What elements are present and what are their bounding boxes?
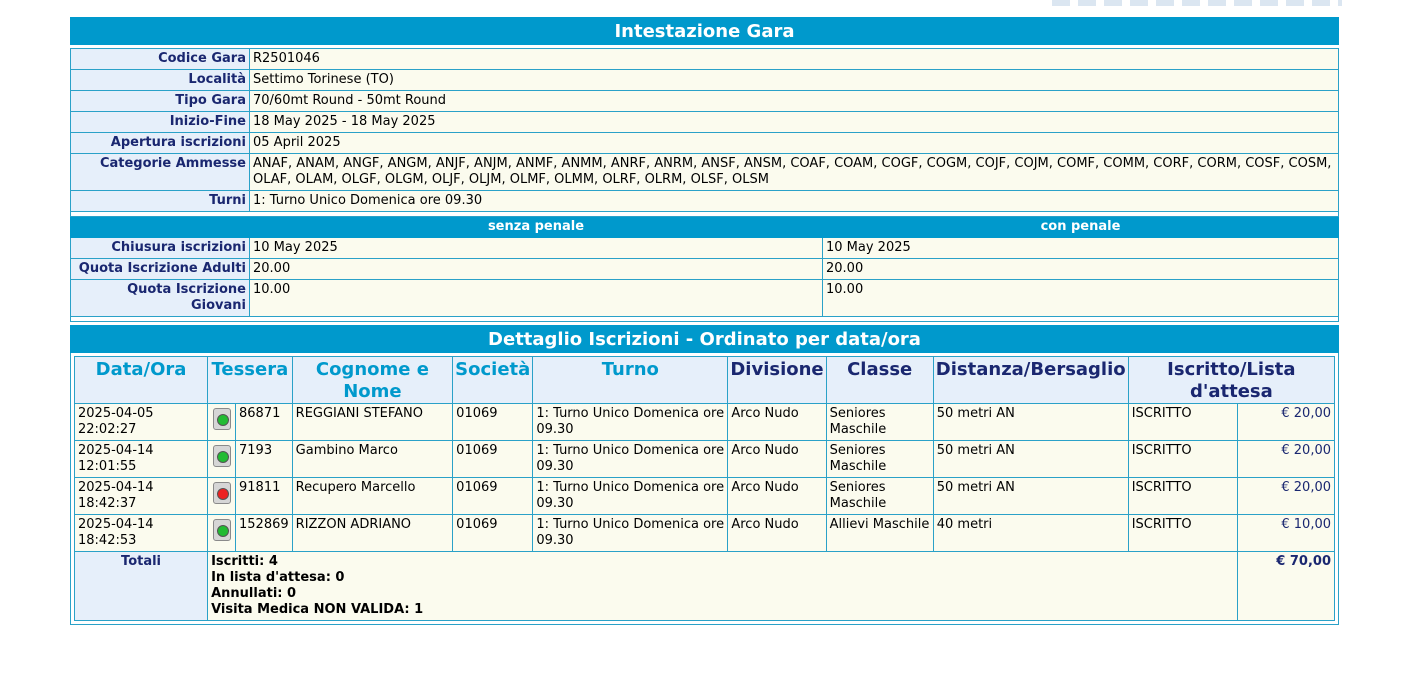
info-value: 70/60mt Round - 50mt Round bbox=[250, 91, 1339, 112]
info-label: Apertura iscrizioni bbox=[71, 133, 250, 154]
col-societa[interactable]: Società bbox=[453, 357, 533, 404]
penalty-senza-value: 10 May 2025 bbox=[250, 238, 823, 259]
cell-data-ora bbox=[75, 515, 208, 552]
penalty-row bbox=[71, 280, 1339, 317]
cell-tessera: 7193 bbox=[236, 441, 293, 478]
info-label: Località bbox=[71, 70, 250, 91]
info-row bbox=[71, 133, 1339, 154]
details-title: Dettaglio Iscrizioni - Ordinato per data/ora bbox=[70, 325, 1339, 353]
info-label: Categorie Ammesse bbox=[71, 154, 250, 191]
info-row bbox=[71, 49, 1339, 70]
cell-distanza: 50 metri AN bbox=[933, 478, 1128, 515]
cell-divisione: Arco Nudo bbox=[728, 404, 826, 441]
cell-nome: RIZZON ADRIANO bbox=[292, 515, 453, 552]
green-light-icon bbox=[213, 408, 231, 430]
cell-status-icon bbox=[208, 478, 236, 515]
cell-data-ora bbox=[75, 404, 208, 441]
info-label: Turni bbox=[71, 191, 250, 212]
col-divisione: Divisione bbox=[728, 357, 826, 404]
cell-quota: € 10,00 bbox=[1237, 515, 1334, 552]
table-row bbox=[75, 478, 1335, 515]
green-light-icon bbox=[213, 519, 231, 541]
green-light-icon bbox=[213, 445, 231, 467]
info-label: Codice Gara bbox=[71, 49, 250, 70]
cell-distanza: 40 metri bbox=[933, 515, 1128, 552]
col-tessera[interactable]: Tessera bbox=[208, 357, 293, 404]
info-value: 05 April 2025 bbox=[250, 133, 1339, 154]
cell-distanza: 50 metri AN bbox=[933, 404, 1128, 441]
date-text: 2025-04-05 bbox=[78, 406, 154, 421]
info-label: Inizio-Fine bbox=[71, 112, 250, 133]
info-value: ANAF, ANAM, ANGF, ANGM, ANJF, ANJM, ANMF, ANMM, ANRF, ANRM, ANSF, ANSM, COAF, COAM, COGF, COGM, COJF, COJM, COMF, COMM, CORF, CORM, COSF, COSM, OLAF, OLAM, OLGF, OLGM, OLJF, OLJM, OLMF, OLMM, OLRF, OLRM, OLSF, OLSM bbox=[250, 154, 1339, 191]
cell-status-icon bbox=[208, 515, 236, 552]
penalty-senza-value: 10.00 bbox=[250, 280, 823, 317]
col-turno[interactable]: Turno bbox=[533, 357, 728, 404]
cell-societa: 01069 bbox=[453, 441, 533, 478]
cell-tessera: 152869 bbox=[236, 515, 293, 552]
red-light-icon bbox=[213, 482, 231, 504]
penalty-senza-value: 20.00 bbox=[250, 259, 823, 280]
penalty-label: Chiusura iscrizioni bbox=[71, 238, 250, 259]
table-row bbox=[75, 515, 1335, 552]
info-label: Tipo Gara bbox=[71, 91, 250, 112]
cell-societa: 01069 bbox=[453, 478, 533, 515]
info-row bbox=[71, 70, 1339, 91]
cell-status-icon bbox=[208, 441, 236, 478]
header-title: Intestazione Gara bbox=[70, 17, 1339, 45]
cell-classe: Seniores Maschile bbox=[826, 478, 933, 515]
cell-tessera: 91811 bbox=[236, 478, 293, 515]
info-value: Settimo Torinese (TO) bbox=[250, 70, 1339, 91]
cell-divisione: Arco Nudo bbox=[728, 441, 826, 478]
cell-turno: 1: Turno Unico Domenica ore 09.30 bbox=[533, 404, 728, 441]
totals-amount: € 70,00 bbox=[1237, 552, 1334, 621]
cell-data-ora bbox=[75, 478, 208, 515]
cell-tessera: 86871 bbox=[236, 404, 293, 441]
registrations-table bbox=[74, 356, 1335, 621]
info-value: 1: Turno Unico Domenica ore 09.30 bbox=[250, 191, 1339, 212]
col-classe: Classe bbox=[826, 357, 933, 404]
time-text: 22:02:27 bbox=[78, 422, 137, 437]
cell-data-ora bbox=[75, 441, 208, 478]
penalty-label: Quota Iscrizione Giovani bbox=[71, 280, 250, 317]
cell-classe: Allievi Maschile bbox=[826, 515, 933, 552]
cell-quota: € 20,00 bbox=[1237, 478, 1334, 515]
cell-stato: ISCRITTO bbox=[1128, 515, 1237, 552]
cell-nome: Recupero Marcello bbox=[292, 478, 453, 515]
cell-turno: 1: Turno Unico Domenica ore 09.30 bbox=[533, 478, 728, 515]
cell-classe: Seniores Maschile bbox=[826, 441, 933, 478]
cell-turno: 1: Turno Unico Domenica ore 09.30 bbox=[533, 441, 728, 478]
penalty-row bbox=[71, 259, 1339, 280]
cell-turno: 1: Turno Unico Domenica ore 09.30 bbox=[533, 515, 728, 552]
date-text: 2025-04-14 bbox=[78, 443, 154, 458]
penalty-con-value: 10 May 2025 bbox=[823, 238, 1339, 259]
col-nome[interactable]: Cognome e Nome bbox=[292, 357, 453, 404]
penalty-row bbox=[71, 238, 1339, 259]
cell-divisione: Arco Nudo bbox=[728, 515, 826, 552]
col-data-ora[interactable]: Data/Ora bbox=[75, 357, 208, 404]
info-row bbox=[71, 91, 1339, 112]
cell-nome: Gambino Marco bbox=[292, 441, 453, 478]
col-distanza: Distanza/Bersaglio bbox=[933, 357, 1128, 404]
info-value: R2501046 bbox=[250, 49, 1339, 70]
totals-visita-medica: Visita Medica NON VALIDA: 1 bbox=[211, 602, 424, 617]
totals-annullati: Annullati: 0 bbox=[211, 586, 297, 601]
date-text: 2025-04-14 bbox=[78, 517, 154, 532]
top-decoration bbox=[1052, 0, 1342, 6]
info-row bbox=[71, 191, 1339, 212]
penalty-header-row bbox=[71, 217, 1339, 238]
cell-quota: € 20,00 bbox=[1237, 404, 1334, 441]
penalty-con-value: 10.00 bbox=[823, 280, 1339, 317]
info-row bbox=[71, 112, 1339, 133]
penalty-con-value: 20.00 bbox=[823, 259, 1339, 280]
totals-summary bbox=[208, 552, 1238, 621]
table-header-row bbox=[75, 357, 1335, 404]
time-text: 18:42:53 bbox=[78, 533, 137, 548]
cell-status-icon bbox=[208, 404, 236, 441]
penalty-col-con: con penale bbox=[823, 217, 1339, 238]
time-text: 12:01:55 bbox=[78, 459, 137, 474]
cell-distanza: 50 metri AN bbox=[933, 441, 1128, 478]
info-row bbox=[71, 154, 1339, 191]
cell-nome: REGGIANI STEFANO bbox=[292, 404, 453, 441]
cell-divisione: Arco Nudo bbox=[728, 478, 826, 515]
penalty-col-senza: senza penale bbox=[250, 217, 823, 238]
totals-label: Totali bbox=[75, 552, 208, 621]
cell-quota: € 20,00 bbox=[1237, 441, 1334, 478]
cell-societa: 01069 bbox=[453, 515, 533, 552]
details-container bbox=[70, 353, 1339, 625]
cell-societa: 01069 bbox=[453, 404, 533, 441]
table-row bbox=[75, 404, 1335, 441]
totals-row bbox=[75, 552, 1335, 621]
totals-iscritti: Iscritti: 4 bbox=[211, 554, 278, 569]
col-stato: Iscritto/Lista d'attesa bbox=[1128, 357, 1334, 404]
date-text: 2025-04-14 bbox=[78, 480, 154, 495]
penalty-label: Quota Iscrizione Adulti bbox=[71, 259, 250, 280]
cell-stato: ISCRITTO bbox=[1128, 404, 1237, 441]
cell-classe: Seniores Maschile bbox=[826, 404, 933, 441]
time-text: 18:42:37 bbox=[78, 496, 137, 511]
table-row bbox=[75, 441, 1335, 478]
totals-lista-attesa: In lista d'attesa: 0 bbox=[211, 570, 345, 585]
info-value: 18 May 2025 - 18 May 2025 bbox=[250, 112, 1339, 133]
race-info-table bbox=[70, 48, 1339, 322]
cell-stato: ISCRITTO bbox=[1128, 478, 1237, 515]
cell-stato: ISCRITTO bbox=[1128, 441, 1237, 478]
race-page bbox=[70, 17, 1339, 625]
